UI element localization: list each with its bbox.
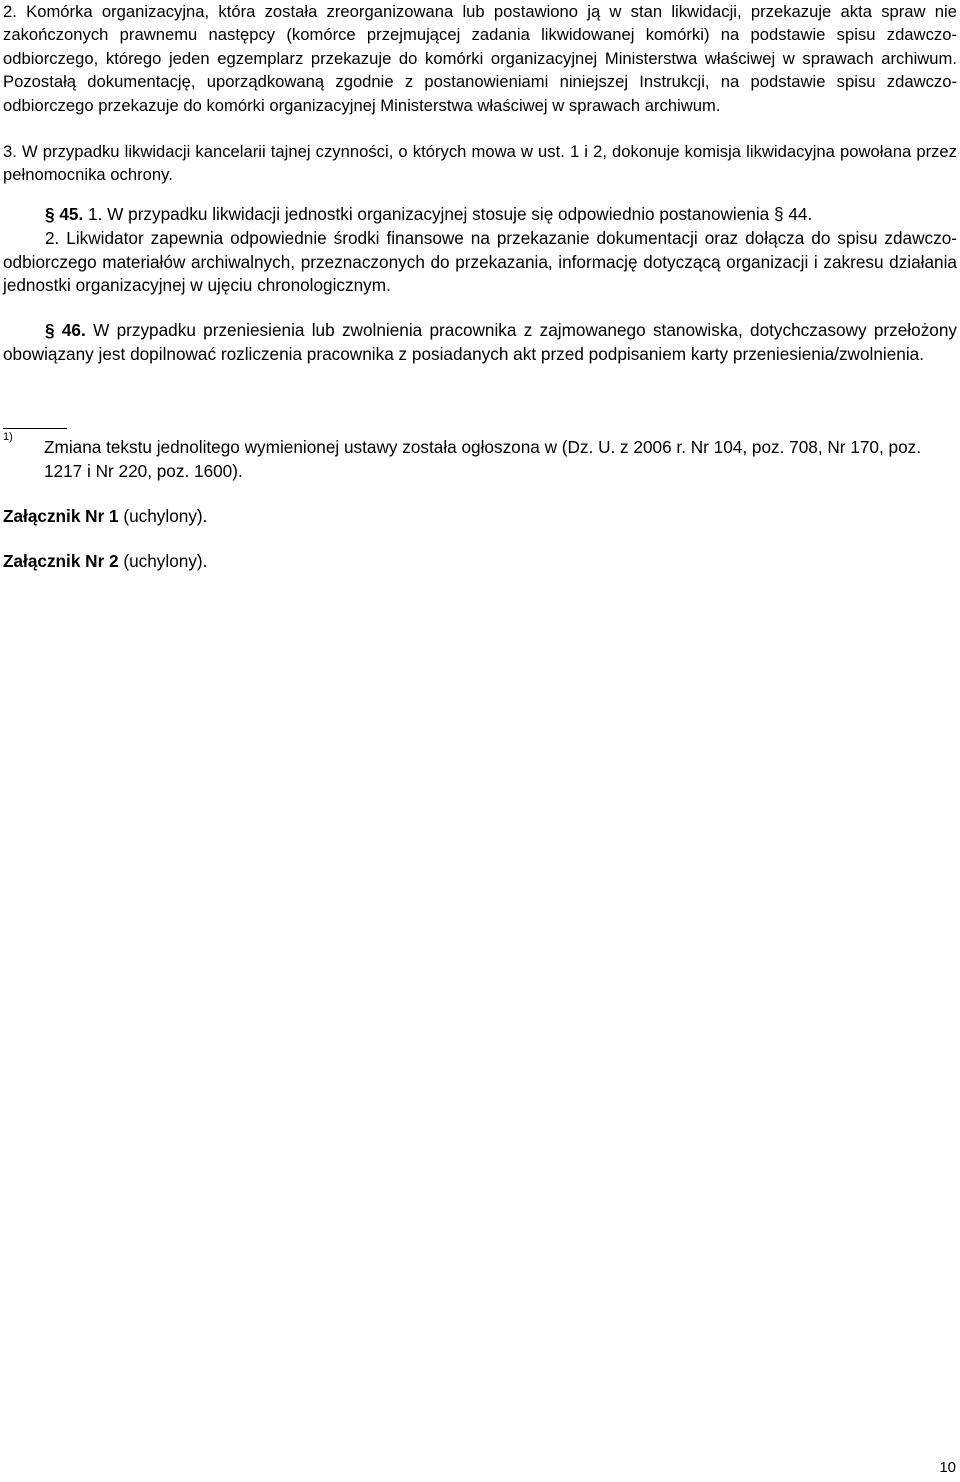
paragraph-3-number: 3. [3,142,17,161]
footnote-text: Zmiana tekstu jednolitego wymienionej ustawy została ogłoszona w (Dz. U. z 2006 r. Nr 104, poz. 708, Nr 170, poz. 1217 i Nr 220, poz. 1600). [44,437,922,481]
section-45-item-1 [3,203,957,227]
section-45-item-2-number: 2. [45,228,60,248]
section-45-item-1-text: W przypadku likwidacji jednostki organizacyjnej stosuje się odpowiednio postanowienia § 44. [107,204,813,224]
annex-1-status: (uchylony). [123,506,208,526]
paragraph-2 [3,0,957,117]
paragraph-2-text: Komórka organizacyjna, która została zreorganizowana lub postawiono ją w stan likwidacji, przekazuje akta spraw nie zakończonych prawnemu następcy (komórce przejmującej zadania likwidowanej komórki) na podstawie spisu zdawczo-odbiorczego, którego jeden egzemplarz przekazuje do komórki organizacyjnej Ministerstwa właściwej w sprawach archiwum. Pozostałą dokumentację, uporządkowaną zgodnie z postanowieniami niniejszej Instrukcji, na podstawie spisu zdawczo-odbiorczego przekazuje do komórki organizacyjnej Ministerstwa właściwej w sprawach archiwum. [3,2,957,115]
section-45-item-1-number: 1. [88,204,103,224]
annex-2-label: Załącznik Nr 2 [3,551,119,571]
section-46 [3,319,957,366]
paragraph-3-text: W przypadku likwidacji kancelarii tajnej czynności, o których mowa w ust. 1 i 2, dokonuje komisja likwidacyjna powołana przez pełnomocnika ochrony. [3,142,957,185]
page-number: 10 [939,1459,956,1476]
section-45-item-2 [3,227,957,298]
section-46-sign: § [45,320,55,340]
section-45-label: 45. [59,204,84,224]
paragraph-3 [3,140,957,187]
section-46-label: 46. [61,320,86,340]
section-45-item-2-text: Likwidator zapewnia odpowiednie środki finansowe na przekazanie dokumentacji oraz dołącza do spisu zdawczo-odbiorczego materiałów archiwalnych, przeznaczonych do przekazania, informację dotyczącą organizacji i zakresu działania jednostki organizacyjnej w ujęciu chronologicznym. [3,228,957,296]
section-46-text: W przypadku przeniesienia lub zwolnienia pracownika z zajmowanego stanowiska, dotychczasowy przełożony obowiązany jest dopilnować rozliczenia pracownika z posiadanych akt przed podpisaniem karty przeniesienia/zwolnienia. [3,320,957,364]
annex-2 [3,550,207,574]
section-45-sign: § [45,204,55,224]
footnote-mark: 1) [3,431,13,443]
annex-1 [3,505,207,529]
footnote-separator [3,428,67,429]
annex-1-label: Załącznik Nr 1 [3,506,119,526]
paragraph-2-number: 2. [3,2,17,21]
annex-2-status: (uchylony). [123,551,208,571]
